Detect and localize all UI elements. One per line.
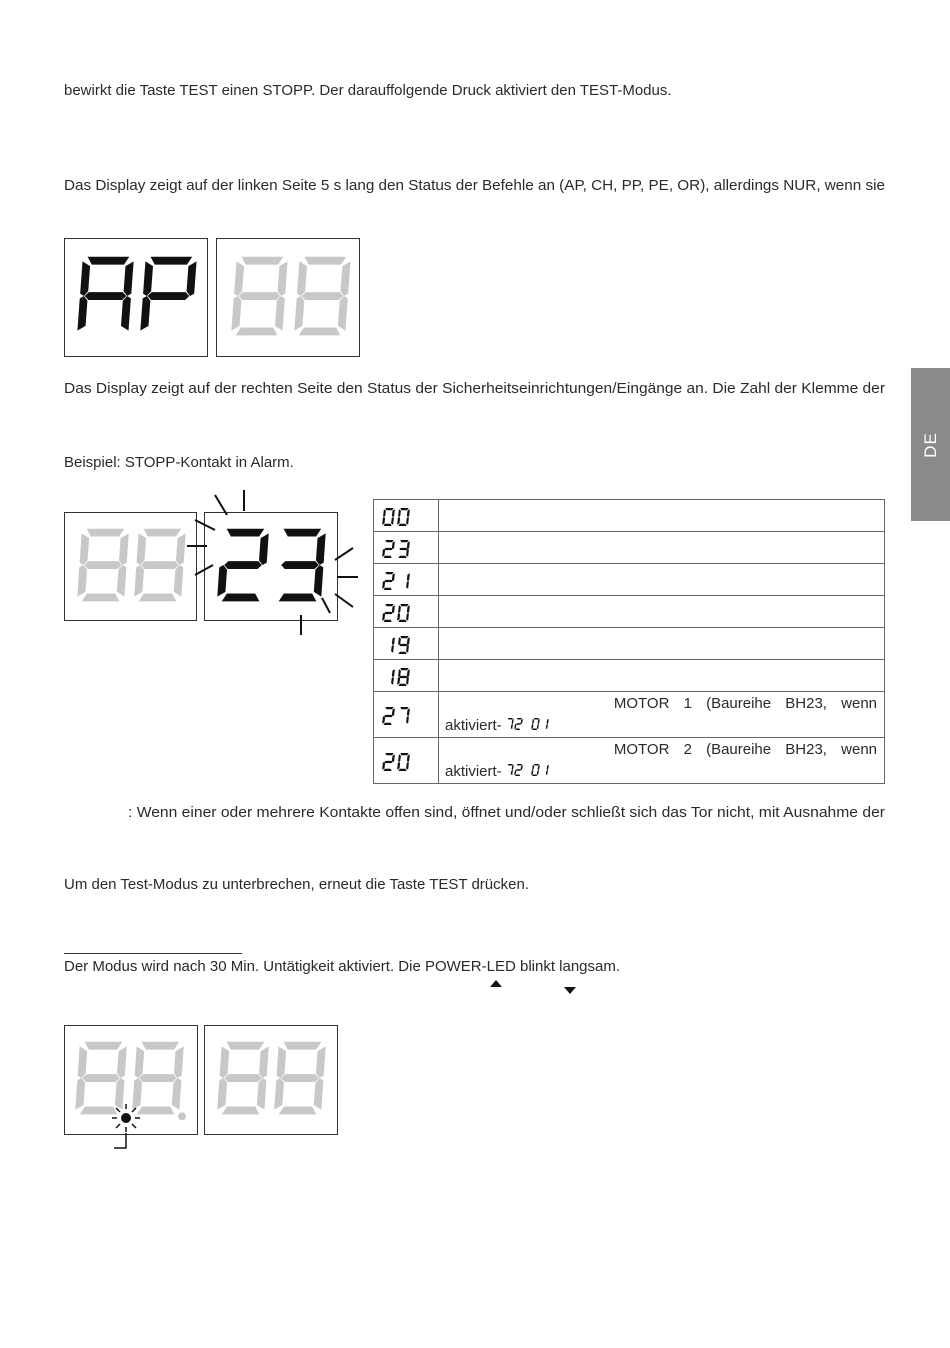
display-segment — [281, 1074, 319, 1082]
display-segment — [341, 261, 351, 296]
display-segment — [77, 565, 87, 597]
code-digits — [381, 539, 415, 559]
paragraph-display-right: Das Display zeigt auf der rechten Seite den Status der Sicherheitseinrichtungen/Eingänge an. Die Zahl der Klemme der — [64, 380, 885, 397]
display-segment — [85, 292, 127, 300]
table-row — [374, 738, 885, 784]
display-segment — [299, 327, 341, 335]
display-segment — [274, 1078, 284, 1110]
display-segment — [85, 1042, 123, 1050]
display-segment — [84, 561, 122, 569]
description-cell — [439, 532, 885, 564]
display-segment — [305, 257, 347, 265]
display-segment — [82, 1074, 120, 1082]
display-segment — [137, 533, 147, 565]
display-segment — [239, 292, 281, 300]
display-segment — [259, 1046, 269, 1078]
display-segment — [174, 1046, 184, 1078]
display-segment — [279, 1107, 317, 1115]
code-cell — [374, 738, 439, 784]
paragraph-note: : Wenn einer oder mehrere Kontakte offen sind, öffnet und/oder schließt sich das Tor nicht, mit Ausnahme der — [128, 804, 885, 821]
table-row — [374, 692, 885, 738]
display-segment — [338, 296, 348, 331]
code-digits — [381, 571, 415, 591]
description-sub-text: aktiviert- — [445, 717, 502, 734]
display-segment — [151, 257, 193, 265]
display-segment — [172, 1078, 182, 1110]
description-cell — [439, 660, 885, 692]
display-segment — [140, 296, 150, 331]
description-sub — [445, 717, 552, 734]
description-cell — [439, 738, 885, 784]
display-segment — [117, 565, 127, 597]
table-row — [374, 628, 885, 660]
arrow-up-icon — [490, 980, 502, 987]
table-row — [374, 660, 885, 692]
description-sub — [445, 763, 552, 780]
display-right-off — [216, 238, 360, 357]
description-cell — [439, 596, 885, 628]
description-cell — [439, 628, 885, 660]
code-digits — [381, 667, 415, 687]
display-segment — [275, 296, 285, 331]
paragraph-display-left: Das Display zeigt auf der linken Seite 5 s lang den Status der Befehle an (AP, CH, PP, PE, OR), allerdings NUR, wenn sie — [64, 177, 886, 194]
display-segment — [220, 1046, 230, 1078]
display-segment — [257, 1078, 267, 1110]
display-segment — [217, 1078, 227, 1110]
display-segment — [278, 261, 288, 296]
display-segment — [143, 261, 153, 296]
display-segment — [119, 533, 129, 565]
table-row — [374, 532, 885, 564]
display-segment — [77, 296, 87, 331]
code-digits — [381, 706, 415, 726]
display-segment — [277, 1046, 287, 1078]
display-segment — [316, 1046, 326, 1078]
code-cell — [374, 660, 439, 692]
paragraph-stop-test: Um den Test-Modus zu unterbrechen, erneut die Taste TEST drücken. — [64, 876, 529, 893]
display-segment — [236, 327, 278, 335]
display-segment — [80, 261, 90, 296]
display-segment — [88, 257, 130, 265]
codes-table — [373, 499, 885, 784]
code-cell — [374, 596, 439, 628]
display-left-ap — [64, 238, 208, 357]
table-row — [374, 500, 885, 532]
display-segment — [80, 533, 90, 565]
display-segment — [227, 1042, 265, 1050]
display-segment — [134, 565, 144, 597]
description-sub-text: aktiviert- — [445, 763, 502, 780]
display-segment — [174, 565, 184, 597]
display-segment — [148, 292, 190, 300]
description-cell — [439, 500, 885, 532]
display-segment — [117, 1046, 127, 1078]
display-segment — [234, 261, 244, 296]
display-right-standby — [204, 1025, 338, 1135]
code-cell — [374, 532, 439, 564]
description-cell — [439, 692, 885, 738]
code-cell — [374, 564, 439, 596]
display-segment — [224, 1074, 262, 1082]
code-cell — [374, 628, 439, 660]
code-digits — [381, 507, 415, 527]
display-segment — [187, 261, 197, 296]
display-segment — [78, 1046, 88, 1078]
sub-code-digits — [504, 763, 552, 777]
display-segment — [141, 561, 179, 569]
code-digits — [381, 603, 415, 623]
display-segment — [139, 1074, 177, 1082]
code-cell — [374, 692, 439, 738]
display-segment — [142, 1042, 180, 1050]
display-segment — [144, 529, 182, 537]
sub-code-digits — [504, 717, 552, 731]
display-segment — [284, 1042, 322, 1050]
display-segment — [222, 1107, 260, 1115]
display-segment — [302, 292, 344, 300]
language-tab-de: DE — [911, 368, 950, 521]
paragraph-standby: Der Modus wird nach 30 Min. Untätigkeit aktiviert. Die POWER-LED blinkt langsam. — [64, 958, 621, 975]
code-digits — [381, 752, 415, 772]
display-segment — [139, 593, 177, 601]
description-text: MOTOR 2 (Baureihe BH23, wenn — [613, 741, 877, 758]
display-segment — [82, 593, 120, 601]
decimal-point — [178, 1112, 186, 1120]
display-segment — [294, 296, 304, 331]
section-rule — [64, 953, 242, 954]
description-text: MOTOR 1 (Baureihe BH23, wenn — [613, 695, 877, 712]
table-row — [374, 596, 885, 628]
blinking-led-icon — [108, 1100, 144, 1152]
display-segment — [242, 257, 284, 265]
paragraph-test-stop: bewirkt die Taste TEST einen STOPP. Der darauffolgende Druck aktiviert den TEST-Modus. — [64, 82, 672, 99]
display-segment — [75, 1078, 85, 1110]
display-segment — [87, 529, 125, 537]
description-cell — [439, 564, 885, 596]
table-row — [374, 564, 885, 596]
display-left-off — [64, 512, 197, 621]
display-segment — [314, 1078, 324, 1110]
code-digits — [381, 635, 415, 655]
arrow-down-icon — [564, 987, 576, 994]
display-segment — [231, 296, 241, 331]
code-cell — [374, 500, 439, 532]
display-segment — [124, 261, 134, 296]
display-segment — [135, 1046, 145, 1078]
paragraph-example: Beispiel: STOPP-Kontakt in Alarm. — [64, 454, 294, 471]
display-segment — [297, 261, 307, 296]
display-segment — [121, 296, 131, 331]
blink-rays-icon — [185, 485, 365, 640]
